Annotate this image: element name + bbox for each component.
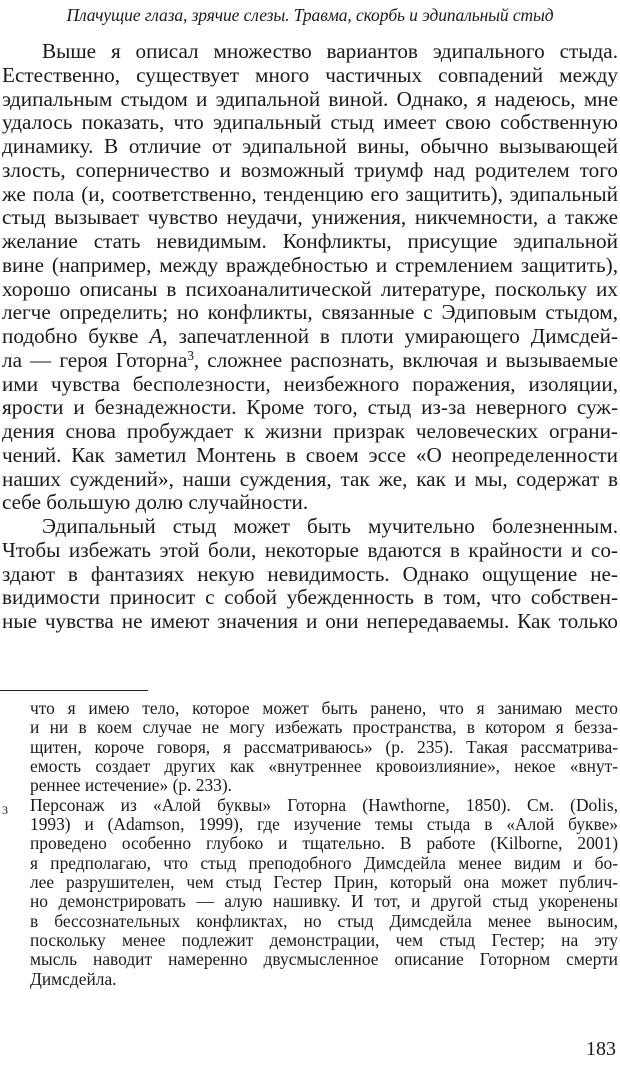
text-line: здают в фантазиях некую невидимость. Однако ощущение не- (2, 561, 618, 586)
italic-letter: A (149, 324, 163, 348)
text-line: ярости и безнадежности. Кроме того, стыд из-за неверного суж- (2, 395, 618, 420)
text-fragment: , сложнее распознать, включая и вызываемые (193, 347, 619, 372)
footnote-line: реннее истечение» (p. 233). (30, 775, 232, 796)
footnote-reference[interactable]: 3 (187, 347, 194, 363)
footnote-line: я предполагаю, что стыд преподобного Димсдейла менее видим и бо- (30, 852, 618, 873)
text-line (2, 349, 618, 373)
text-fragment: ла — героя Готорна (2, 347, 188, 372)
page-number: 183 (586, 1038, 616, 1060)
footnote-line: проведено особенно глубоко и тщательно. В работе (Kilborne, 2001) (30, 833, 618, 854)
text-line: динамику. В отличие от эдипальной вины, обычно вызывающей (2, 134, 618, 158)
text-line: наших суждений», наши суждения, так же, как и мы, содержат в (2, 466, 618, 491)
text-line: же пола (и, соответственно, тенденцию его защитить), эдипальный (2, 181, 618, 206)
footnote-line: мысль наводит намеренно двусмысленное описание Готорном смерти (30, 949, 618, 970)
footnote-line: Димсдейла. (30, 968, 117, 989)
footnote-line: емость создает других как «внутреннее кровоизлияние», некое «внут- (30, 756, 618, 777)
footnote-line: что я имею тело, которое может быть ранено, что я занимаю место (30, 698, 618, 718)
text-line: стыд вызывает чувство неудачи, унижения, никчемности, а также (2, 205, 618, 230)
text-line: дения снова пробуждает к жизни призрак человеческих ограни- (2, 419, 618, 443)
text-line: эдипальным стыдом и эдипальной виной. Однако, я надеюсь, мне (2, 86, 618, 111)
footnote-line: но демонстрировать — алую нашивку. И тот, и другой стыд укоренены (30, 891, 618, 912)
text-line: желание стать невидимым. Конфликты, присущие эдипальной (2, 229, 618, 253)
footnote-line: щитен, короче говоря, я рассматриваюсь» (p. 235). Такая рассматрива- (30, 736, 618, 757)
footnote-line: 1993) и (Adamson, 1999), где изучение темы стыда в «Алой букве» (30, 814, 618, 835)
body-text (2, 40, 618, 634)
footnote-marker: 3 (2, 803, 8, 817)
text-line: злость, соперничество и возможный триумф над родителем того (2, 157, 618, 182)
footnotes (30, 699, 618, 989)
text-line: Выше я описал множество вариантов эдипального стыда. (42, 39, 618, 63)
text-line: видимости приносит с собой убежденность в том, что собствен- (2, 585, 618, 610)
footnote-line: лее разрушителен, чем стыд Гестер Прин, который она может публич- (30, 872, 618, 893)
text-line: ные чувства не имеют значения и они непередаваемы. Как только (2, 609, 618, 633)
text-line: вине (например, между враждебностью и стремлением защитить), (2, 252, 618, 277)
footnote-line: в бессознательных конфликтах, но стыд Димсдейла менее выносим, (30, 910, 618, 931)
text-line: Естественно, существует много частичных совпадений между (2, 62, 618, 87)
text-line: себе большую долю случайности. (2, 490, 309, 515)
text-fragment: подобно букве (2, 324, 150, 348)
text-line: удалось показать, что эдипальный стыд имеет свою собственную (2, 110, 618, 135)
text-line: ими чувства бесполезности, неизбежного поражения, изоляции, (2, 371, 618, 396)
text-line: чений. Как заметил Монтень в своем эссе «О неопределенности (2, 442, 618, 467)
text-line: Чтобы избежать этой боли, некоторые вдаются в крайности и со- (2, 537, 618, 562)
text-line: Эдипальный стыд может быть мучительно болезненным. (42, 514, 618, 538)
footnote-line: и ни в коем случае не могу избежать пространства, в котором я безза- (30, 717, 618, 738)
running-head: Плачущие глаза, зрячие слезы. Травма, скорбь и эдипальный стыд (66, 5, 554, 25)
text-fragment: , запечатленной в плоти умирающего Димсдей- (162, 324, 618, 348)
text-line (2, 325, 618, 349)
footnote-line: Персонаж из «Алой буквы» Готорна (Hawthorne, 1850). См. (Dolis, (30, 794, 618, 815)
text-line: хорошо описаны в психоаналитической литературе, поскольку их (2, 276, 618, 301)
footnote-line: поскольку менее подлежит демонстрации, чем стыд Гестер; на эту (30, 930, 618, 951)
text-line: легче определить; но конфликты, связанные с Эдиповым стыдом, (2, 300, 618, 325)
footnote-divider (0, 690, 148, 691)
